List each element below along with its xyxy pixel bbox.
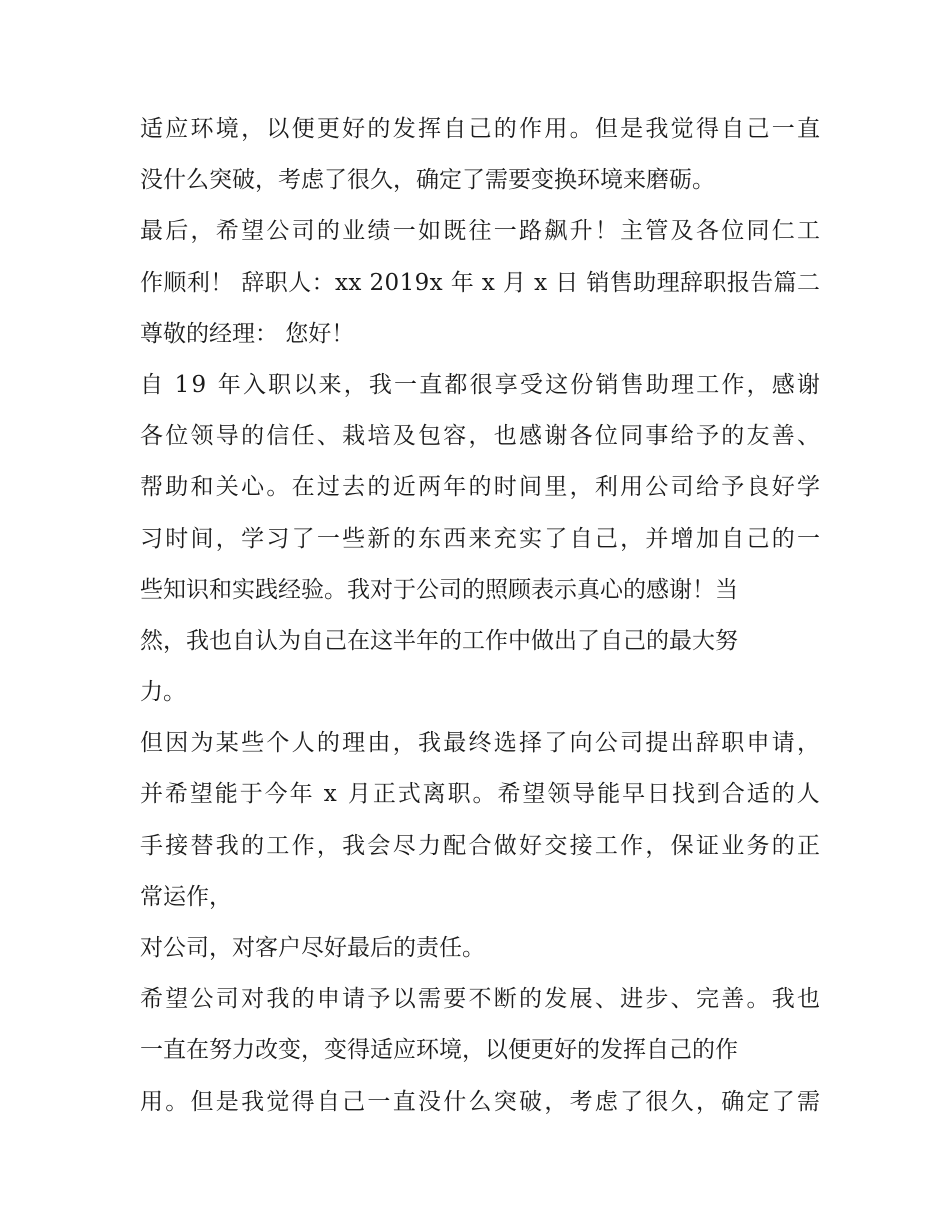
text-line: 适应环境，以便更好的发挥自己的作用。但是我觉得自己一直 <box>140 116 823 142</box>
text-line: 帮助和关心。在过去的近两年的时间里，利用公司给予良好学 <box>140 474 823 501</box>
text-line: 没什么突破，考虑了很久，确定了需要变换环境来磨砺。 <box>140 167 715 194</box>
text-line: 习时间，学习了一些新的东西来充实了自己，并增加自己的一 <box>140 525 823 552</box>
text-line: 手接替我的工作，我会尽力配合做好交接工作，保证业务的正 <box>140 832 823 859</box>
text-line: 自 19 年入职以来，我一直都很享受这份销售助理工作，感谢 <box>140 371 823 398</box>
text-line: 作顺利！ 辞职人：xx 2019x 年 x 月 x 日 销售助理辞职报告篇二 <box>140 269 821 296</box>
text-line: 对公司，对客户尽好最后的责任。 <box>140 935 485 961</box>
text-line: 但因为某些个人的理由，我最终选择了向公司提出辞职申请， <box>140 730 823 757</box>
text-line: 然，我也自认为自己在这半年的工作中做出了自己的最大努 <box>140 627 738 654</box>
text-line: 常运作， <box>140 883 232 910</box>
text-line: 各位领导的信任、栽培及包容，也感谢各位同事给予的友善、 <box>140 423 823 450</box>
text-line: 些知识和实践经验。我对于公司的照顾表示真心的感谢！当 <box>140 576 738 603</box>
text-line: 力。 <box>140 679 186 706</box>
text-line: 用。但是我觉得自己一直没什么突破，考虑了很久，确定了需 <box>140 1088 823 1115</box>
document-body <box>140 104 823 1128</box>
text-line: 尊敬的经理： 您好！ <box>140 320 355 347</box>
text-line: 一直在努力改变，变得适应环境，以便更好的发挥自己的作 <box>140 1037 738 1064</box>
text-line: 最后，希望公司的业绩一如既往一路飙升！主管及各位同仁工 <box>140 218 823 245</box>
text-line: 并希望能于今年 x 月正式离职。希望领导能早日找到合适的人 <box>140 781 822 808</box>
text-line: 希望公司对我的申请予以需要不断的发展、进步、完善。我也 <box>140 986 823 1013</box>
